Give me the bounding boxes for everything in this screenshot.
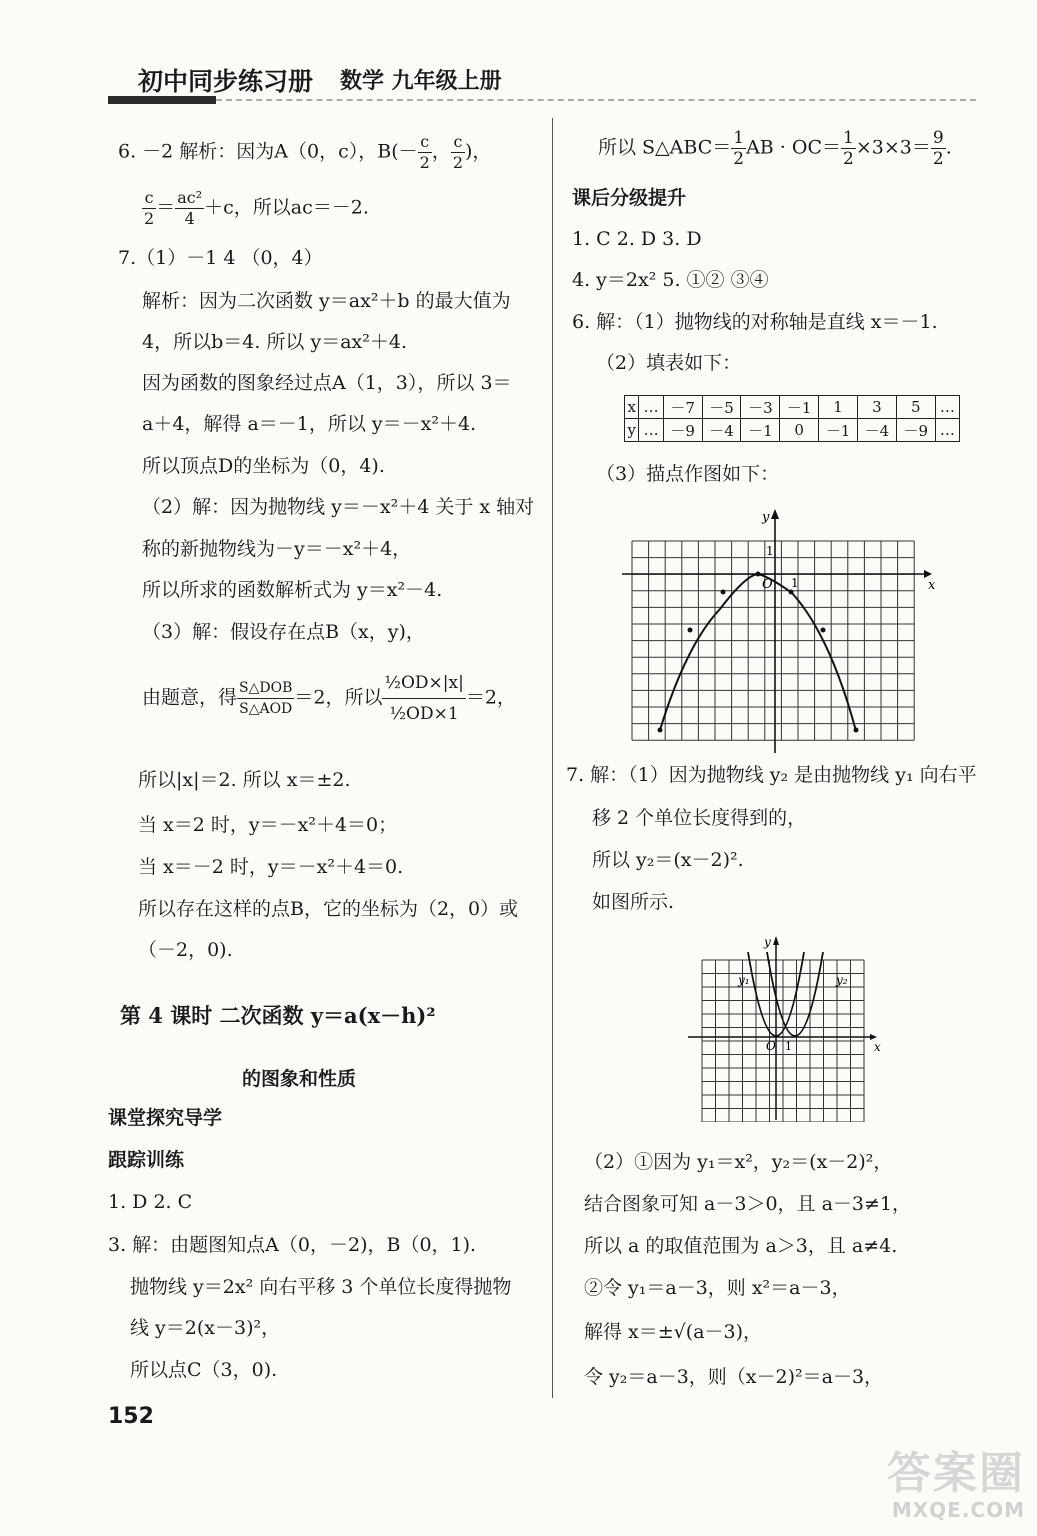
table-cell: －1: [780, 396, 819, 419]
table-cell: －5: [702, 396, 741, 419]
value-table: [624, 395, 960, 442]
graph1-grid: [632, 541, 914, 740]
graph2-x-label: x: [874, 1040, 881, 1054]
graph1-point: [688, 628, 693, 633]
graph2-y-label: y: [764, 935, 771, 949]
table-cell: …: [935, 419, 959, 442]
table-cell: －4: [702, 419, 741, 442]
graph1-y-label: y: [762, 510, 770, 525]
book-title: 初中同步练习册: [138, 67, 314, 96]
lesson-title-line2: 的图象和性质: [242, 1068, 357, 1090]
graph1-y-arrow: [771, 509, 779, 519]
right-q7-7: 所以 a 的取值范围为 a＞3，且 a≠4.: [584, 1235, 898, 1257]
table-cell: y: [625, 419, 639, 442]
graph1-x-arrow: [924, 570, 932, 578]
left-q7-3: 4，所以b＝4. 所以 y＝ax²＋4.: [142, 331, 407, 353]
left-q3-1: 3. 解：由题图知点A（0，－2)，B（0，1).: [108, 1234, 477, 1256]
left-ans1: 1. D 2. C: [108, 1191, 193, 1213]
left-q6-line2: $\frac{c}{2}$ ＝ $\frac{\text{ac²}}{4}$ ＋c，所以ac＝－2.: [144, 188, 369, 228]
table-cell: 1: [819, 396, 858, 419]
table-cell: 3: [857, 396, 896, 419]
graph1-point: [821, 628, 826, 633]
table-cell: 5: [896, 396, 935, 419]
left-q7-9: 所以所求的函数解析式为 y＝x²－4.: [142, 579, 443, 601]
left-q7-1: 7.（1）－1 4 （0，4）: [118, 247, 323, 269]
table-row-x: [625, 396, 960, 419]
right-ans1: 1. C 2. D 3. D: [572, 228, 702, 250]
left-q3-3: 线 y＝2(x－3)²，: [130, 1317, 281, 1339]
left-q7-6: 所以顶点D的坐标为（0，4).: [142, 455, 385, 477]
graph1-point: [854, 728, 859, 733]
watermark-text: 答案圈: [887, 1448, 1025, 1499]
section-heading-training: 跟踪训练: [108, 1149, 185, 1171]
right-q6-1: 6. 解：（1）抛物线的对称轴是直线 x＝－1.: [572, 311, 938, 333]
graph2-label-y2: y₂: [836, 973, 848, 987]
table-cell: －4: [857, 419, 896, 442]
subject-title: 数学 九年级上册: [340, 68, 502, 94]
table-cell: －9: [663, 419, 702, 442]
page-number: 152: [108, 1404, 154, 1429]
right-q7-9: 解得 x＝±√(a－3)，: [584, 1321, 763, 1343]
watermark-logo: [825, 1450, 1025, 1530]
right-q7-4: 如图所示.: [592, 891, 675, 913]
right-area-line: 所以 S△ABC＝ $\frac{1}{2}$ AB · OC＝ $\frac{1}{2}$ ×3×3＝ $\frac{9}{2}$ .: [598, 128, 952, 169]
table-cell: 0: [780, 419, 819, 442]
right-ans2: 4. y＝2x² 5. ①② ③④: [572, 269, 769, 291]
left-q3-4: 所以点C（3，0).: [130, 1359, 278, 1381]
right-q7-6: 结合图象可知 a－3＞0，且 a－3≠1，: [584, 1193, 912, 1215]
left-q7-5: a＋4，解得 a＝－1，所以 y＝－x²＋4.: [142, 413, 477, 435]
table-cell: －7: [663, 396, 702, 419]
left-q7-13: 当 x＝2 时，y＝－x²＋4＝0；: [138, 814, 398, 836]
left-q6-line1: 6. －2 解析：因为A（0，c），B(－ $\frac{c}{2}$ ， $\frac{c}{2}$ )，: [118, 132, 492, 172]
left-q7-10: （3）解：假设存在点B（x，y)，: [142, 621, 425, 643]
table-row-y: [625, 419, 960, 442]
graph2-tick-label-x: 1: [785, 1040, 792, 1053]
graph1-point: [658, 728, 663, 733]
right-q6-2: （2）填表如下：: [596, 352, 742, 374]
parabola-graph-2: [686, 930, 886, 1122]
graph1-x-label: x: [928, 578, 936, 593]
graph1-point: [721, 590, 726, 595]
left-q7-8: 称的新抛物线为－y＝－x²＋4，: [142, 538, 412, 560]
left-q7-2: 解析：因为二次函数 y＝ax²＋b 的最大值为: [142, 290, 511, 312]
graph2-label-y1: y₁: [738, 973, 750, 987]
table-cell: －1: [741, 419, 780, 442]
graph1-origin-label: O: [762, 577, 773, 592]
right-q7-8: ②令 y₁＝a－3，则 x²＝a－3，: [584, 1277, 851, 1299]
graph1-point: [789, 590, 794, 595]
graph1-point: [756, 572, 761, 577]
section-heading-classroom: 课堂探究导学: [108, 1107, 223, 1129]
header-rule: [216, 99, 976, 101]
graph1-tick-label-x: 1: [791, 576, 799, 590]
left-q7-4: 因为函数的图象经过点A（1，3），所以 3＝: [142, 372, 512, 394]
section-heading-after-class: 课后分级提升: [572, 187, 687, 209]
table-cell: …: [935, 396, 959, 419]
table-cell: x: [625, 396, 639, 419]
left-q7-7: （2）解：因为抛物线 y＝－x²＋4 关于 x 轴对: [142, 496, 535, 518]
table-cell: …: [639, 396, 663, 419]
left-q3-2: 抛物线 y＝2x² 向右平移 3 个单位长度得抛物: [130, 1276, 512, 1298]
graph2-y-arrow: [773, 936, 779, 945]
watermark-url: MXQE.COM: [891, 1498, 1025, 1522]
left-q7-11: 由题意，得 $\frac{\text{S△DOB}}{\text{S△AOD}}$ ＝2，所以 $\frac{\text{½OD×|x|}}{\text{½OD×1}}$ ＝2，: [142, 668, 516, 729]
right-q7-10: 令 y₂＝a－3，则（x－2)²＝a－3，: [584, 1366, 884, 1388]
table-cell: …: [639, 419, 663, 442]
left-q7-16: （－2，0).: [138, 939, 233, 961]
table-cell: －9: [896, 419, 935, 442]
graph2-origin-label: O: [766, 1039, 776, 1053]
table-cell: －1: [819, 419, 858, 442]
table-cell: －3: [741, 396, 780, 419]
right-q7-3: 所以 y₂＝(x－2)².: [592, 849, 744, 871]
left-q7-15: 所以存在这样的点B，它的坐标为（2，0）或: [138, 898, 519, 920]
right-q6-3: （3）描点作图如下：: [596, 463, 780, 485]
lesson-title: 第 4 课时 二次函数 y＝a(x－h)²: [120, 1003, 436, 1028]
right-q7-5: （2）①因为 y₁＝x²，y₂＝(x－2)²，: [584, 1151, 893, 1173]
right-q7-2: 移 2 个单位长度得到的，: [592, 807, 807, 829]
column-divider: [552, 118, 553, 1398]
left-q7-12: 所以|x|＝2. 所以 x＝±2.: [138, 769, 351, 791]
left-q7-14: 当 x＝－2 时，y＝－x²＋4＝0.: [138, 856, 404, 878]
right-q7-1: 7. 解：（1）因为抛物线 y₂ 是由抛物线 y₁ 向右平: [566, 764, 977, 786]
parabola-graph-1: [618, 505, 938, 757]
graph1-tick-label-y: 1: [766, 544, 774, 558]
